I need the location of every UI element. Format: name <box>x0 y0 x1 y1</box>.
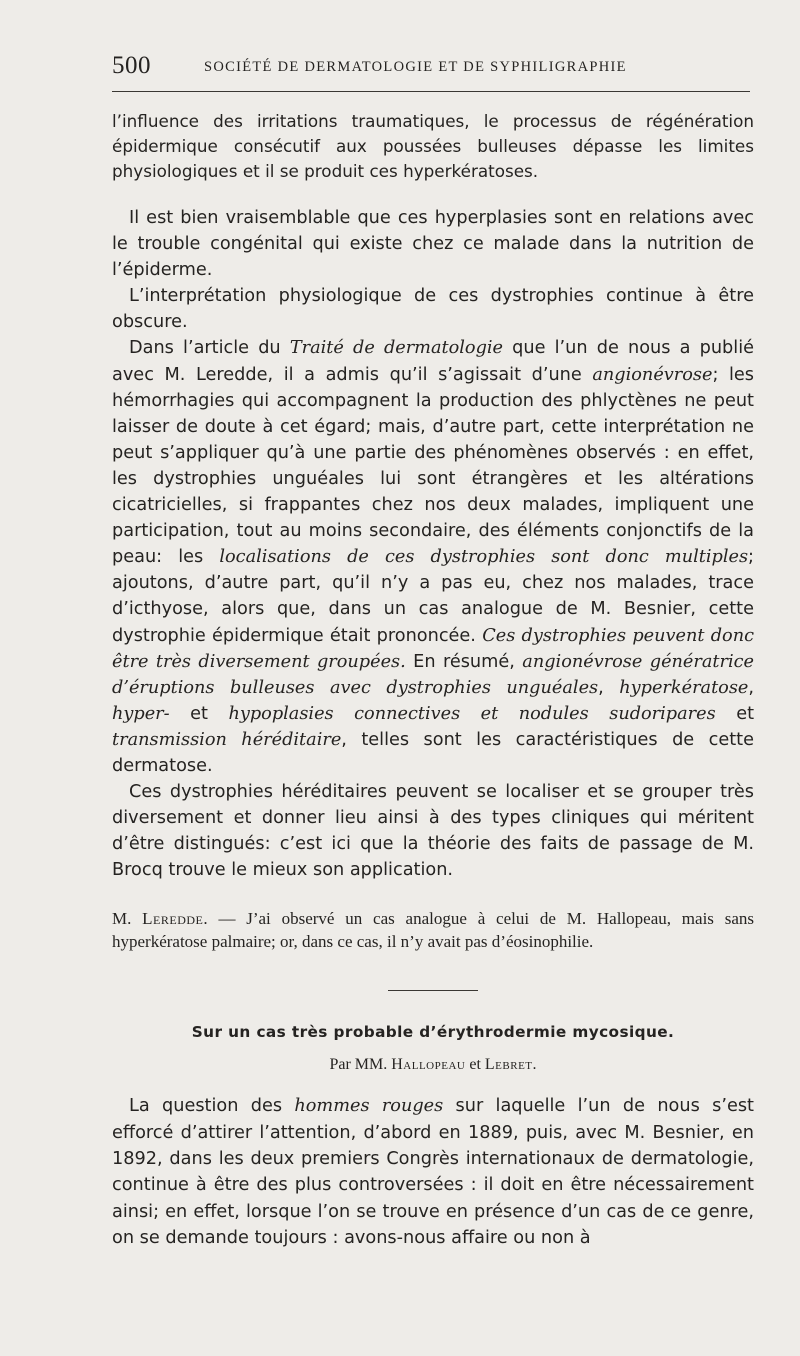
running-head: SOCIÉTÉ DE DERMATOLOGIE ET DE SYPHILIGRAPHIE <box>204 59 627 75</box>
header-rule <box>112 91 750 92</box>
paragraph-interpretation: L’interprétation physiologique de ces dystrophies continue à être obscure. <box>112 286 754 333</box>
paragraph-hyperplasies: Il est bien vraisemblable que ces hyperplasies sont en relations avec le trouble congénital qui existe chez ce malade dans la nutrition de l’épiderme. <box>112 208 754 281</box>
page-number: 500 <box>112 52 151 79</box>
remark-leredde: M. Leredde. — J’ai observé un cas analogue à celui de M. Hallopeau, mais sans hyperkératose palmaire; or, dans ce cas, il n’y avait pas d’éosinophilie. <box>112 909 754 952</box>
page-content <box>112 109 754 1251</box>
speaker-name: Leredde <box>142 909 204 929</box>
term-hommes-rouges: hommes rouges <box>294 1096 444 1117</box>
author-lebret: Lebret <box>484 1056 533 1074</box>
article-body: La question des hommes rouges sur laquelle l’un de nous s’est efforcé d’attirer l’attention, d’abord en 1889, puis, avec M. Besnier, en 1892, dans les deux premiers Congrès internationaux de dermatologie, continue à être des plus controversées : il doit en être nécessairement ainsi; en effet, lorsque l’on se trouve en présence d’un cas de ce genre, on se demande toujours : avons-nous affaire ou non à <box>112 1096 754 1248</box>
author-hallopeau: Hallopeau <box>391 1056 466 1074</box>
paragraph-dystrophies-hereditaires: Ces dystrophies héréditaires peuvent se localiser et se grouper très diversement et donner lieu ainsi à des types cliniques qui méritent d’être distingués: c’est ici que la théorie des faits de passage de M. Brocq trouve le mieux son application. <box>112 782 754 881</box>
article-title: Sur un cas très probable d’érythrodermie mycosique. <box>191 1023 675 1042</box>
paragraph-traite: Dans l’article du Traité de dermatologie que l’un de nous a publié avec M. Leredde, il a admis qu’il s’agissait d’une angionévrose; les hémorrhagies qui accompagnent la production des phlyctènes ne peut laisser de doute à cet égard; mais, d’autre part, cette interprétation ne peut s’appliquer qu’à une partie des phénomènes observés : en effet, les dystrophies unguéales lui sont étrangères et les altérations cicatricielles, si frappantes chez nos deux malades, impliquent une participation, tout au moins secondaire, des éléments conjonctifs de la peau: les localisations de ces dystrophies sont donc multiples; ajoutons, d’autre part, qu’il n’y a pas eu, chez nos malades, trace d’icthyose, alors que, dans un cas analogue de M. Besnier, cette dystrophie épidermique était prononcée. Ces dystrophies peuvent donc être très diversement groupées. En résumé, angionévrose génératrice d’éruptions bulleuses avec dystrophies unguéales, hyperkératose, hyper- et hypoplasies connectives et nodules sudoripares et transmission héréditaire, telles sont les caractéristiques de cette dermatose. <box>112 338 755 776</box>
title-traite: Traité de dermatologie <box>289 338 504 359</box>
page-header <box>112 50 752 82</box>
section-divider <box>388 990 478 991</box>
article-byline: Par MM. Hallopeau et Lebret. <box>329 1056 537 1074</box>
paragraph-continuation: l’influence des irritations traumatiques, le processus de régénération épidermique consécutif aux poussées bulleuses dépasse les limites physiologiques et il se produit ces hyperkératoses. <box>112 111 754 181</box>
